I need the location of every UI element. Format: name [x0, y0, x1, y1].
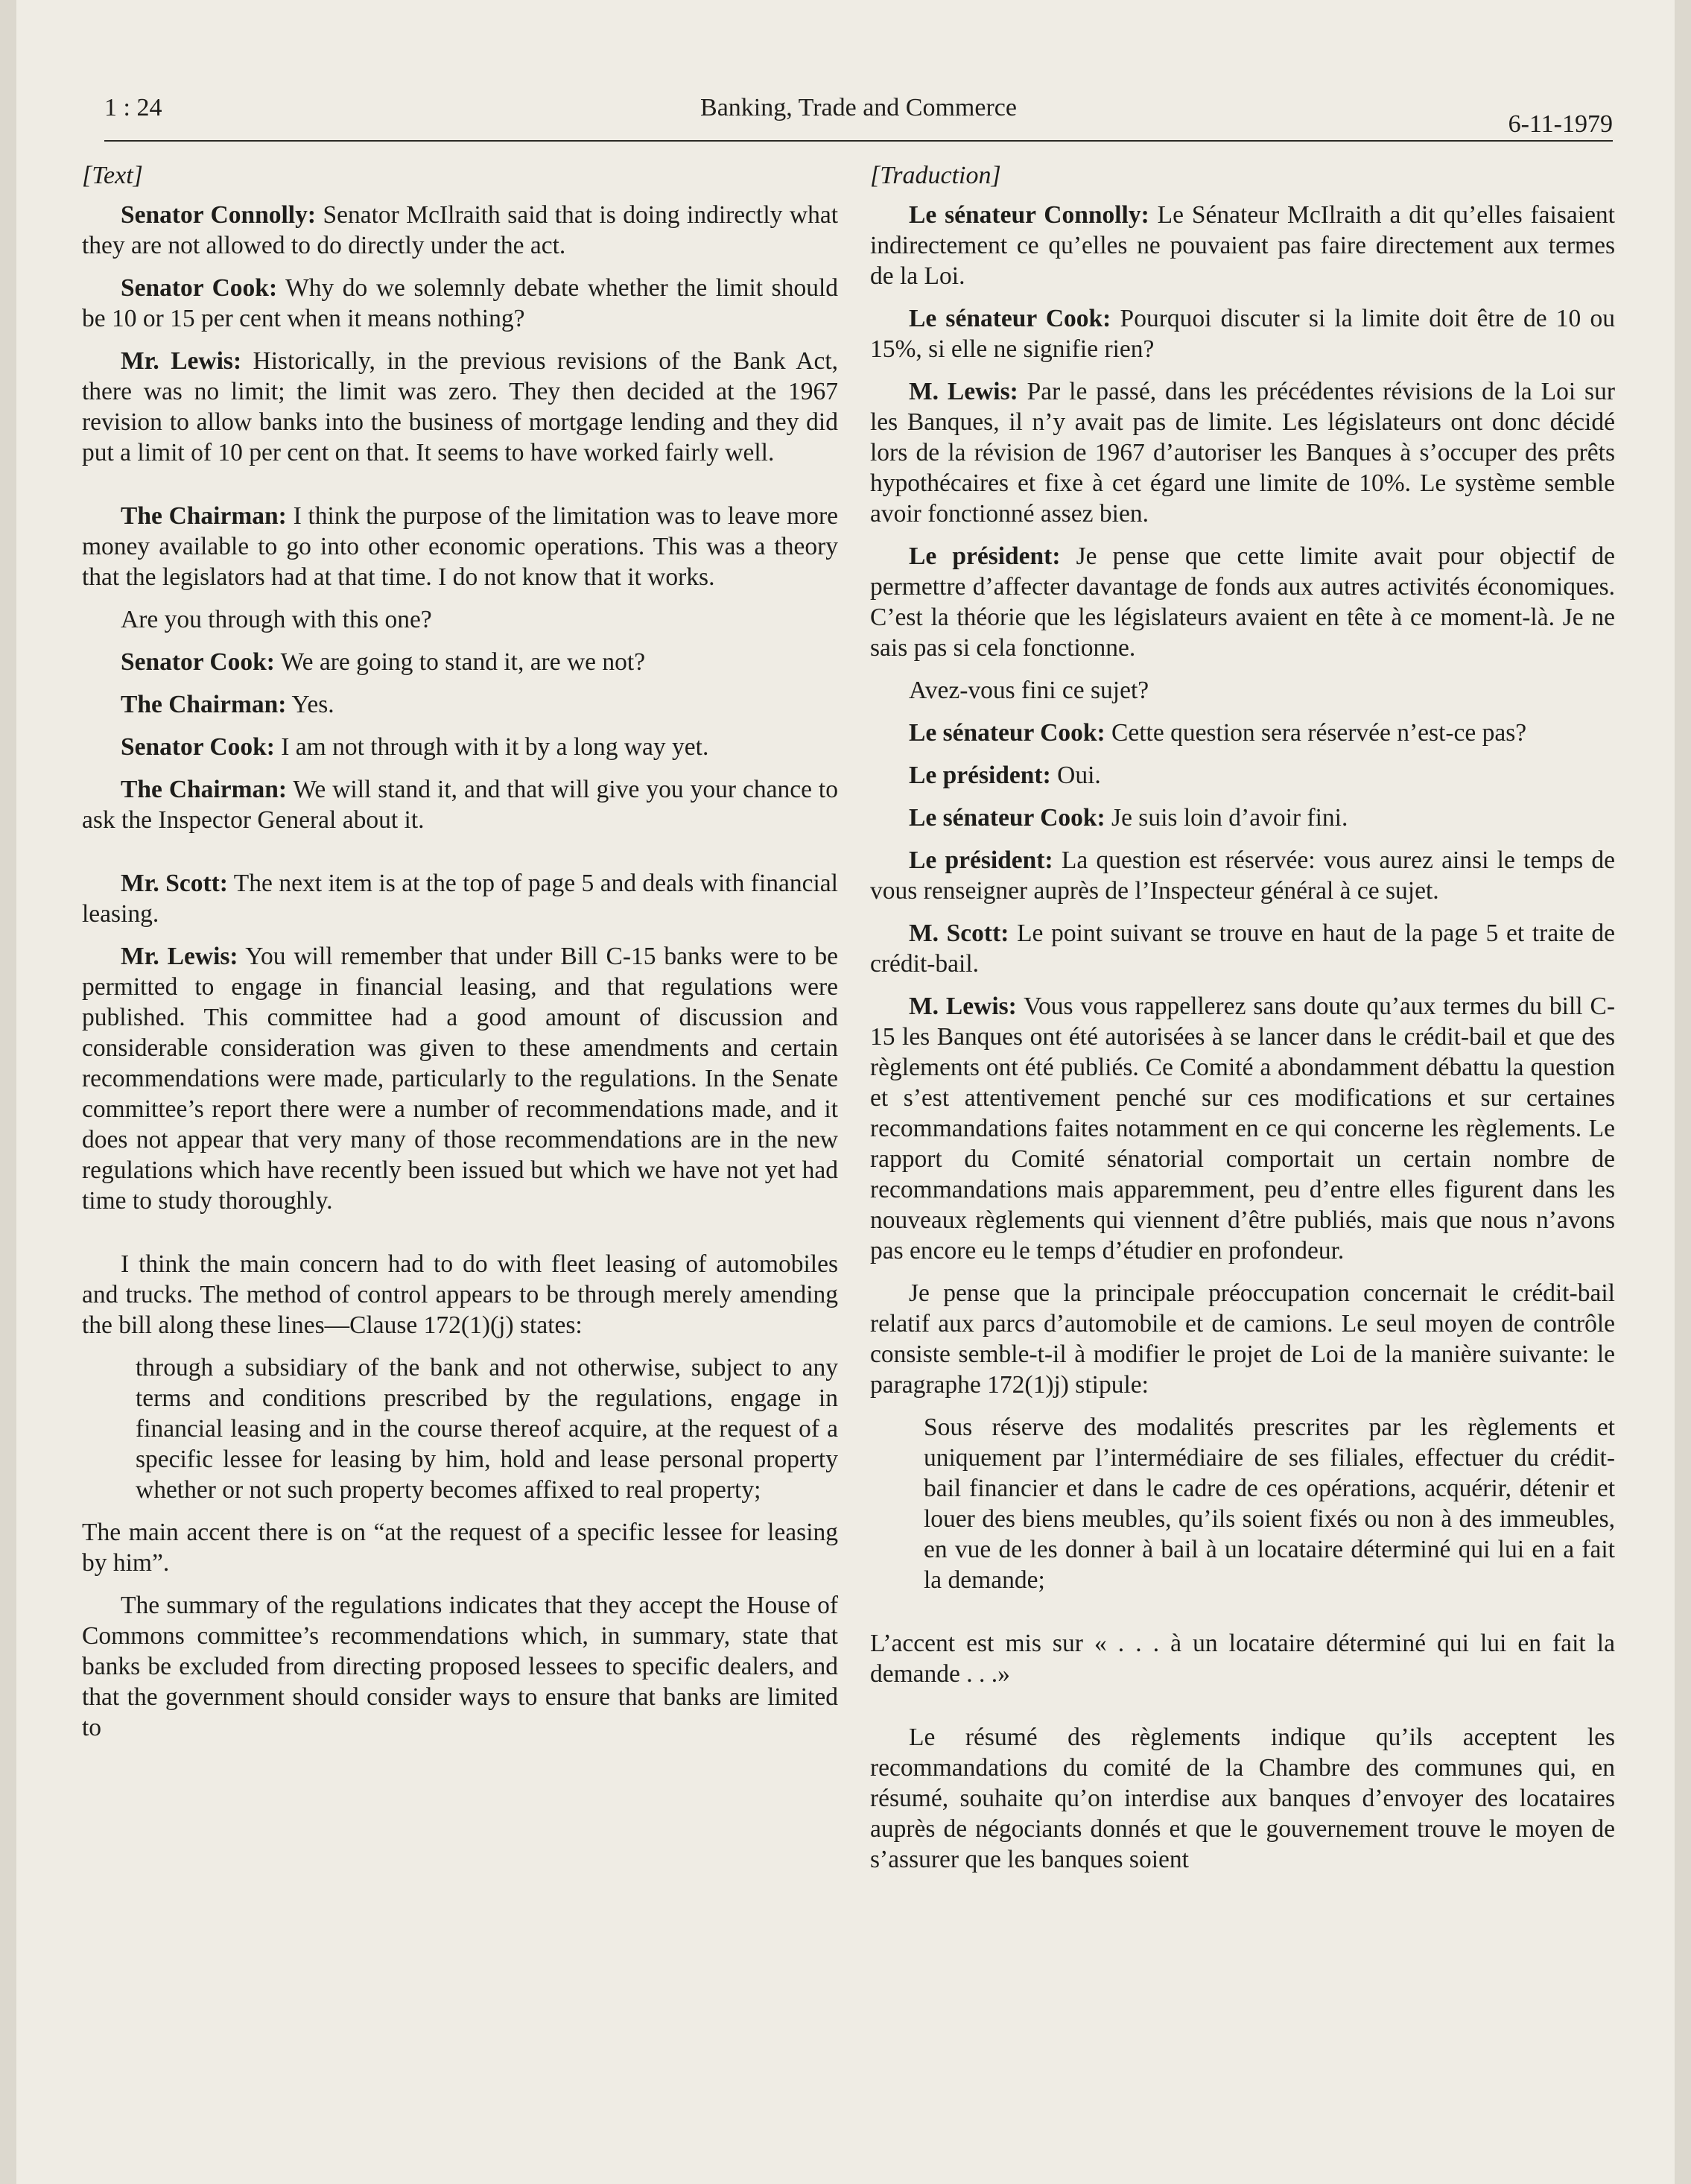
- speaker-name: Le sénateur Cook:: [909, 719, 1105, 747]
- speech-text: I am not through with it by a long way yet.: [274, 733, 709, 761]
- language-marker: [Text]: [82, 162, 143, 189]
- paragraph: [82, 200, 838, 261]
- speech-text: Pourquoi discuter si la limite doit être de 10 ou 15%, si elle ne signifie rien?: [870, 305, 1615, 363]
- paragraph: [82, 647, 838, 677]
- paragraph: [82, 604, 838, 635]
- paragraph: [870, 376, 1615, 529]
- speaker-name: Senator Cook:: [121, 274, 278, 302]
- speaker-name: The Chairman:: [121, 776, 288, 803]
- paragraph: [82, 1517, 838, 1578]
- paragraph: [82, 689, 838, 720]
- speaker-name: Le sénateur Cook:: [909, 305, 1111, 332]
- speech-text: Senator McIlraith said that is doing indirectly what they are not allowed to do directly under the act.: [82, 201, 839, 259]
- paragraph: [82, 868, 838, 929]
- paragraph: [82, 941, 838, 1216]
- paragraph: [870, 803, 1615, 833]
- speaker-name: Le président:: [909, 762, 1051, 789]
- paragraph: [870, 675, 1615, 706]
- speech-text: I think the purpose of the limitation was to leave more money available to go into other economic operations. This was a theory that the legislators had at that time. I do not know that it works.: [82, 502, 838, 591]
- quoted-clause: [924, 1412, 1615, 1595]
- speaker-name: The Chairman:: [121, 502, 287, 530]
- speaker-name: M. Lewis:: [909, 993, 1017, 1020]
- french-column: [870, 160, 1615, 1887]
- page-number: 1 : 24: [104, 94, 162, 121]
- paragraph: [870, 760, 1615, 791]
- paragraph: [82, 1249, 838, 1341]
- paragraph: [82, 732, 838, 762]
- speech-text: The summary of the regulations indicates that they accept the House of Commons committee’s recommendations which, in summary, state that banks be excluded from directing proposed lessees to specific dealers, and that the government should consider ways to ensure that banks are limited to: [82, 1592, 838, 1741]
- speaker-name: Le sénateur Connolly:: [909, 201, 1149, 229]
- speaker-name: M. Lewis:: [909, 378, 1018, 405]
- speaker-name: Le président:: [909, 542, 1061, 570]
- speech-text: Yes.: [286, 691, 334, 718]
- header-date: 6-11-1979: [1508, 110, 1613, 138]
- speaker-name: M. Scott:: [909, 920, 1009, 947]
- speaker-name: Mr. Lewis:: [121, 943, 238, 970]
- speech-text: Le point suivant se trouve en haut de la page 5 et traite de crédit-bail.: [870, 920, 1615, 978]
- paragraph: [82, 346, 838, 468]
- running-header: [104, 82, 1613, 142]
- speaker-name: Senator Cook:: [121, 733, 275, 761]
- speech-text: Are you through with this one?: [121, 606, 432, 633]
- paragraph: [82, 774, 838, 835]
- speech-text: Historically, in the previous revisions of the Bank Act, there was no limit; the limit was zero. They then decided at the 1967 revision to allow banks into the business of mortgage lending and they did put a limit of 10 per cent on that. It seems to have worked fairly well.: [82, 347, 838, 466]
- paragraph: [82, 273, 838, 334]
- speech-text: I think the main concern had to do with fleet leasing of automobiles and trucks. The method of control appears to be through merely amending the bill along these lines—Clause 172(1)(j) states:: [82, 1250, 838, 1339]
- paragraph: [870, 1278, 1615, 1400]
- page-edge-left: [0, 0, 16, 2184]
- speaker-name: The Chairman:: [121, 691, 287, 718]
- speaker-name: Le sénateur Cook:: [909, 804, 1105, 832]
- speech-text: Le résumé des règlements indique qu’ils acceptent les recommandations du comité de la Chambre des communes qui, en résumé, souhaite qu’on interdise aux banques d’envoyer des locataires auprès de négociants donnés et que le gouvernement trouve le moyen de s’assurer que les banques soient: [870, 1724, 1615, 1873]
- speech-text: Le Sénateur McIlraith a dit qu’elles faisaient indirectement ce qu’elles ne pouvaient pas faire directement aux termes de la Loi.: [870, 201, 1615, 290]
- speech-text: Cette question sera réservée n’est-ce pas?: [1105, 719, 1527, 747]
- paragraph: [870, 1628, 1615, 1689]
- paragraph: [82, 1590, 838, 1743]
- paragraph: [870, 200, 1615, 291]
- speech-text: We are going to stand it, are we not?: [274, 648, 646, 676]
- quote-text: Sous réserve des modalités prescrites par les règlements et uniquement par l’intermédiaire de ses filiales, effectuer du crédit-bail financier et dans le cadre de ces opérations, acquérir, détenir et louer des biens meubles, qu’ils soient fixés ou non à des immeubles, en vue de les donner à bail à un locataire déterminé qui lui en a fait la demande;: [924, 1414, 1615, 1594]
- speech-text: Oui.: [1050, 762, 1101, 789]
- paragraph: [870, 541, 1615, 663]
- paragraph: [870, 1722, 1615, 1875]
- speaker-name: Mr. Scott:: [121, 870, 228, 897]
- speech-text: You will remember that under Bill C-15 banks were to be permitted to engage in financial leasing, and that regulations were published. This committee had a good amount of discussion and considerable consideration was given to these amendments and certain recommendations were made, particularly to the regulations. In the Senate committee’s report there were a number of recommendations made, and it does not appear that very many of those recommendations are in the new regulations which have recently been issued but which we have not yet had time to study thoroughly.: [82, 943, 838, 1215]
- speech-text: Je suis loin d’avoir fini.: [1105, 804, 1348, 832]
- speech-text: Par le passé, dans les précédentes révisions de la Loi sur les Banques, il n’y avait pas de limite. Les législateurs ont donc décidé lors de la révision de 1967 d’autoriser les Banques à s’occuper des prêts hypothécaires et fixe à cet égard une limite de 10%. Le système semble avoir fonctionné assez bien.: [870, 378, 1615, 528]
- paragraph: [870, 303, 1615, 364]
- speech-text: L’accent est mis sur « . . . à un locataire déterminé qui lui en fait la demande . . .»: [870, 1630, 1615, 1688]
- speaker-name: Senator Cook:: [121, 648, 275, 676]
- speech-text: Why do we solemnly debate whether the limit should be 10 or 15 per cent when it means nothing?: [82, 274, 838, 332]
- paragraph: [870, 845, 1615, 906]
- publication-title: Banking, Trade and Commerce: [700, 94, 1017, 121]
- paragraph: [82, 501, 838, 592]
- speech-text: Je pense que la principale préoccupation concernait le crédit-bail relatif aux parcs d’automobile et de camions. Le seul moyen de contrôle consiste semble-t-il à modifier le projet de Loi de la manière suivante: le paragraphe 172(1)j) stipule:: [870, 1279, 1615, 1399]
- paragraph: [870, 718, 1615, 748]
- paragraph: [870, 991, 1615, 1266]
- speaker-name: Le président:: [909, 846, 1053, 874]
- speaker-name: Senator Connolly:: [121, 201, 317, 229]
- speech-text: We will stand it, and that will give you your chance to ask the Inspector General about it.: [82, 776, 838, 834]
- speech-text: The next item is at the top of page 5 and deals with financial leasing.: [82, 870, 838, 928]
- english-column: [82, 160, 838, 1755]
- speaker-name: Mr. Lewis:: [121, 347, 242, 375]
- quote-text: through a subsidiary of the bank and not otherwise, subject to any terms and conditions prescribed by the regulations, engage in financial leasing and in the course thereof acquire, at the request of a specific lessee for leasing by him, hold and lease personal property whether or not such property becomes affixed to real property;: [136, 1354, 838, 1504]
- speech-text: Je pense que cette limite avait pour objectif de permettre d’affecter davantage de fonds aux autres activités économiques. C’est la théorie que les législateurs avaient en tête à ce moment-là. Je ne sais pas si cela fonctionne.: [870, 542, 1615, 662]
- speech-text: The main accent there is on “at the request of a specific lessee for leasing by him”.: [82, 1519, 838, 1577]
- quoted-clause: [136, 1352, 838, 1505]
- speech-text: La question est réservée: vous aurez ainsi le temps de vous renseigner auprès de l’Inspecteur général à ce sujet.: [870, 846, 1615, 905]
- paragraph: [870, 918, 1615, 979]
- language-marker: [Traduction]: [870, 162, 1001, 189]
- page-edge-right: [1675, 0, 1691, 2184]
- speech-text: Avez-vous fini ce sujet?: [909, 677, 1149, 704]
- speech-text: Vous vous rappellerez sans doute qu’aux termes du bill C-15 les Banques ont été autorisées à se lancer dans le crédit-bail et que des règlements ont été publiés. Ce Comité a abondamment débattu la question et s’est attentivement penché sur ces modifications et sur certaines recommandations faites notamment en ce qui concerne les règlements. Le rapport du Comité sénatorial comportait un certain nombre de recommandations mais apparemment, peu d’entre elles figurent dans les nouveaux règlements qui viennent d’être publiés, mais que nous n’avons pas encore eu le temps d’étudier en profondeur.: [870, 993, 1615, 1264]
